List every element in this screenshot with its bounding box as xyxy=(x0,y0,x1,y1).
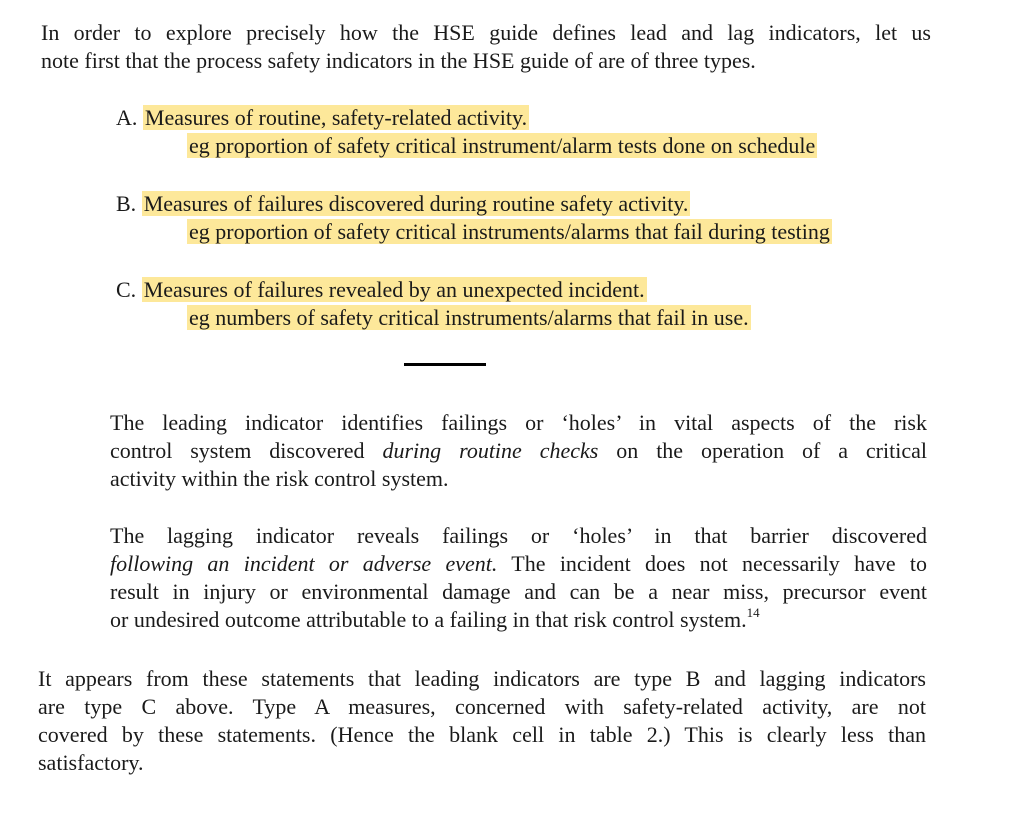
list-item-title: Measures of failures discovered during routine safety activity. xyxy=(143,191,689,216)
paragraph-line: activity within the risk control system. xyxy=(110,466,449,491)
paragraph-line: result in injury or environmental damage and can be a near miss, precursor event xyxy=(110,579,927,604)
list-item-heading xyxy=(116,104,817,132)
paragraph-line: are type C above. Type A measures, concerned with safety-related activity, are not xyxy=(38,694,926,719)
list-item-heading xyxy=(116,190,832,218)
list-item-heading xyxy=(116,276,751,304)
list-item-example-row xyxy=(116,304,751,332)
list-item-example: eg proportion of safety critical instruments/alarms that fail during testing xyxy=(189,219,830,244)
text-run: control system discovered xyxy=(110,438,383,463)
paragraph-line xyxy=(110,550,927,578)
list-item-example-row xyxy=(116,218,832,246)
list-item-letter: B. xyxy=(116,191,137,216)
list-item-b xyxy=(116,190,832,246)
paragraph-line: It appears from these statements that leading indicators are type B and lagging indicators xyxy=(38,666,926,691)
list-item-letter: C. xyxy=(116,277,137,302)
paragraph-line: The lagging indicator reveals failings or ‘holes’ in that barrier discovered xyxy=(110,523,927,548)
emphasis-text: following an incident or adverse event. xyxy=(110,551,498,576)
paragraph-line xyxy=(110,606,927,634)
text-run: on the operation of a critical xyxy=(598,438,927,463)
conclusion-paragraph xyxy=(38,665,926,777)
intro-line: In order to explore precisely how the HSE guide defines lead and lag indicators, let us xyxy=(41,20,931,45)
leading-indicator-paragraph xyxy=(110,409,927,493)
list-item-letter: A. xyxy=(116,105,138,130)
intro-line: note first that the process safety indicators in the HSE guide of are of three types. xyxy=(41,48,756,73)
section-divider xyxy=(404,363,486,366)
lagging-indicator-paragraph xyxy=(110,522,927,634)
list-item-a xyxy=(116,104,817,160)
paragraph-line xyxy=(110,437,927,465)
text-run: The incident does not necessarily have to xyxy=(497,551,928,576)
list-item-title: Measures of routine, safety-related activity. xyxy=(144,105,528,130)
paragraph-line: The leading indicator identifies failings or ‘holes’ in vital aspects of the risk xyxy=(110,410,927,435)
intro-paragraph xyxy=(41,19,931,75)
list-item-c xyxy=(116,276,751,332)
list-item-example: eg numbers of safety critical instruments/alarms that fail in use. xyxy=(189,305,749,330)
text-run: or undesired outcome attributable to a failing in that risk control system. xyxy=(110,607,747,632)
list-item-example: eg proportion of safety critical instrument/alarm tests done on schedule xyxy=(189,133,816,158)
paragraph-line: satisfactory. xyxy=(38,750,144,775)
paragraph-line: covered by these statements. (Hence the blank cell in table 2.) This is clearly less than xyxy=(38,722,926,747)
footnote-marker[interactable]: 14 xyxy=(746,605,760,620)
list-item-title: Measures of failures revealed by an unexpected incident. xyxy=(143,277,645,302)
list-item-example-row xyxy=(116,132,817,160)
emphasis-text: during routine checks xyxy=(382,438,599,463)
